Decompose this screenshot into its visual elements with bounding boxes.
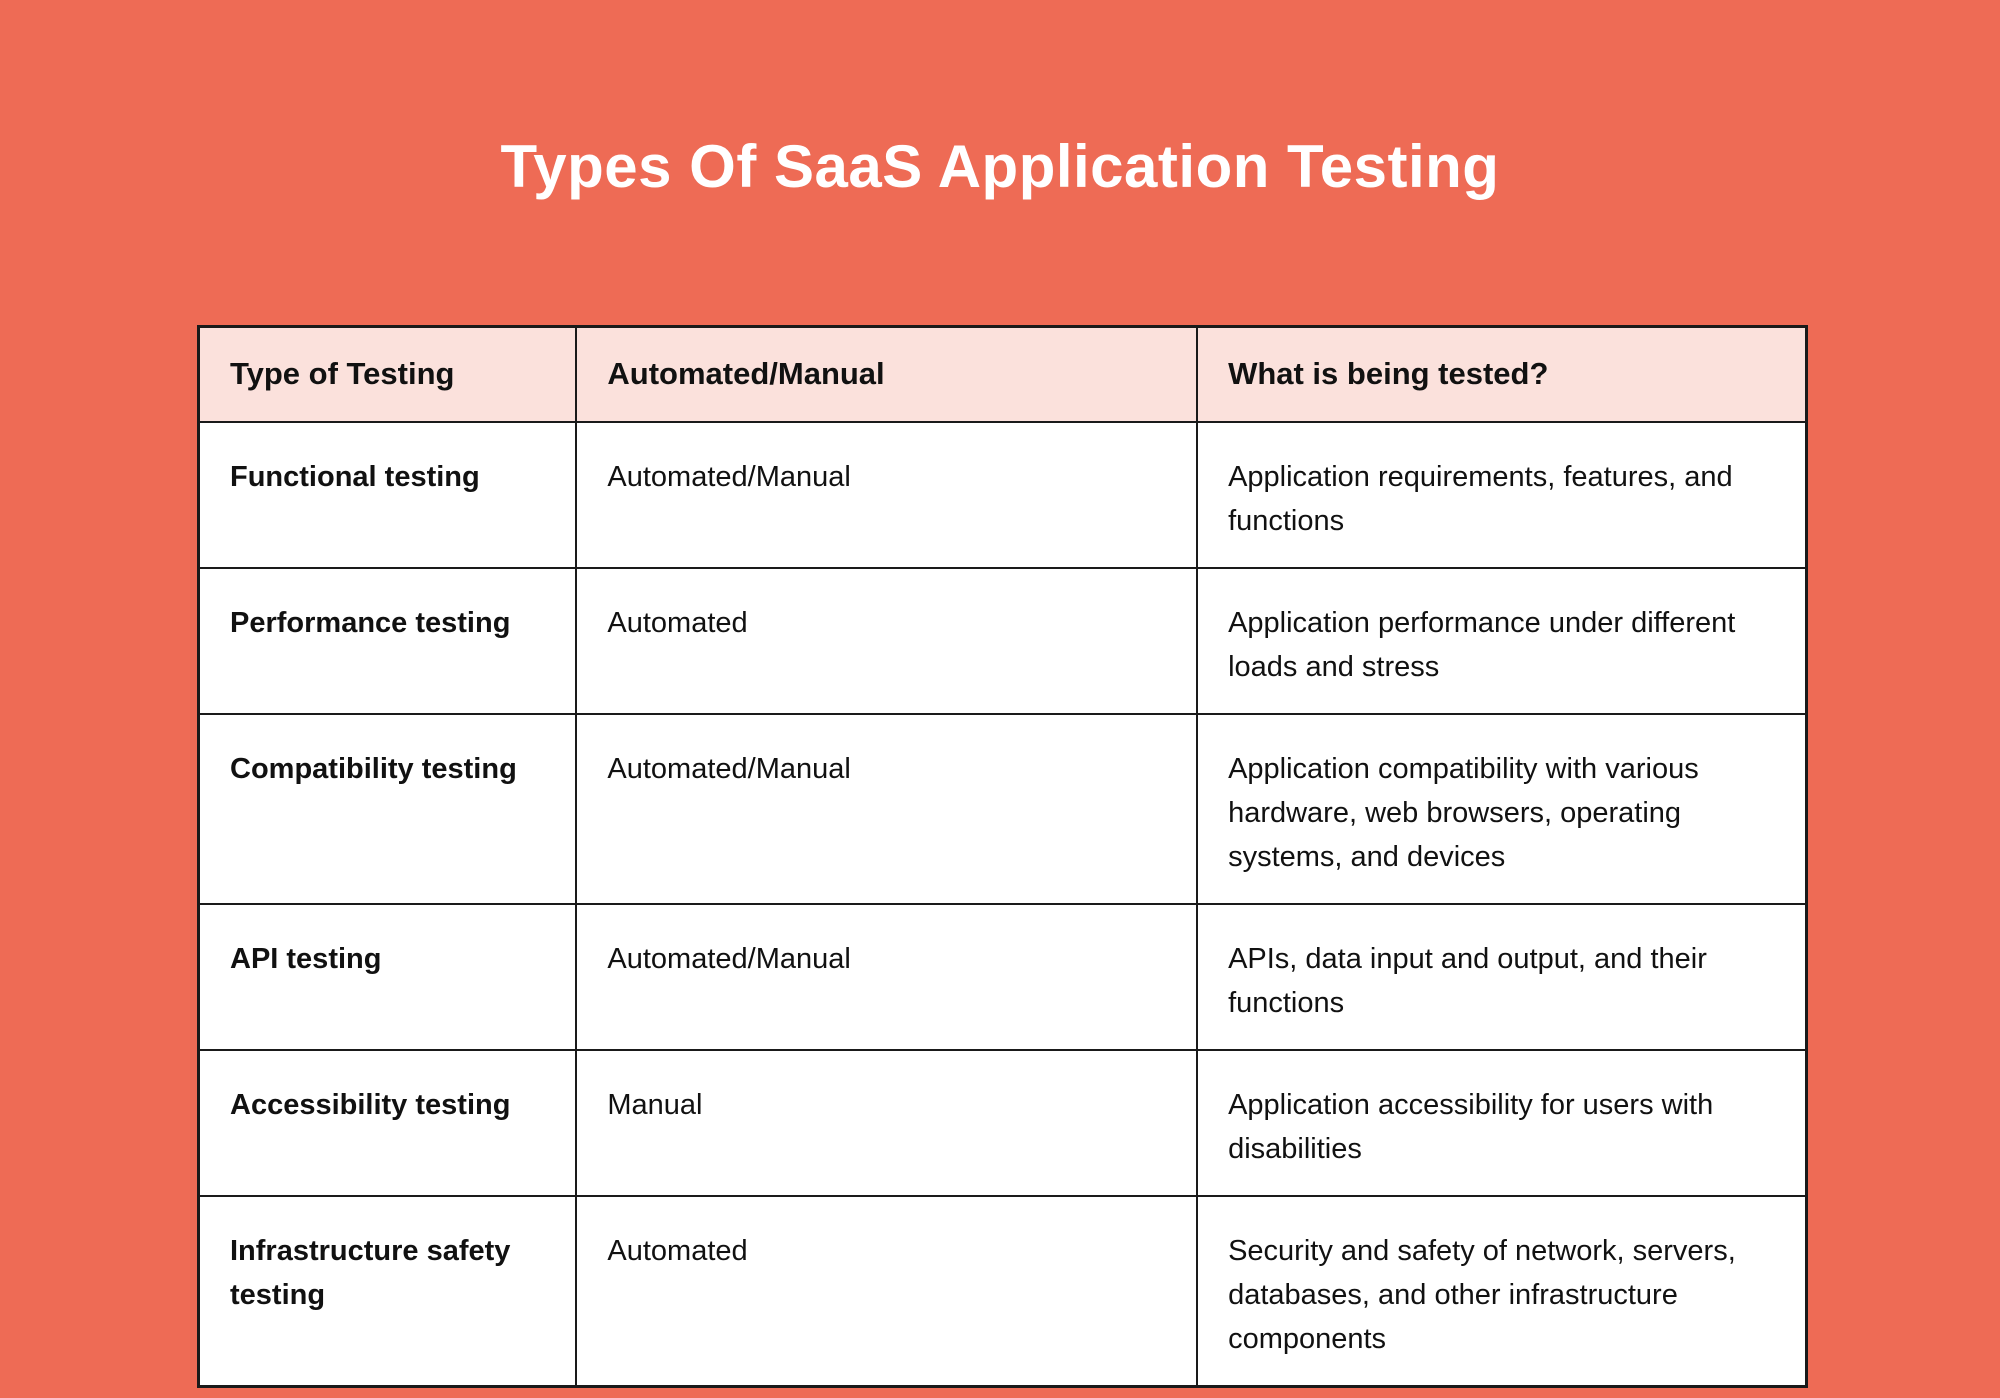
table-row-api-testing [199, 904, 1807, 1050]
cell-type: API testing [199, 904, 577, 1050]
cell-tested: Application performance under different loads and stress [1197, 568, 1806, 714]
table-row-infrastructure-safety-testing [199, 1196, 1807, 1387]
cell-mode: Automated/Manual [576, 422, 1197, 568]
table-row-performance-testing [199, 568, 1807, 714]
column-header-what-is-tested: What is being tested? [1197, 327, 1806, 422]
page-title: Types Of SaaS Application Testing [500, 133, 1500, 200]
cell-mode: Automated/Manual [576, 904, 1197, 1050]
column-header-automated-manual: Automated/Manual [576, 327, 1197, 422]
table-row-functional-testing [199, 422, 1807, 568]
cell-tested: Security and safety of network, servers, databases, and other infrastructure components [1197, 1196, 1806, 1387]
cell-mode: Automated [576, 568, 1197, 714]
table-header-row [199, 327, 1807, 422]
cell-mode: Automated [576, 1196, 1197, 1387]
cell-tested: Application requirements, features, and functions [1197, 422, 1806, 568]
cell-tested: Application compatibility with various hardware, web browsers, operating systems, and devices [1197, 714, 1806, 904]
table-row-compatibility-testing [199, 714, 1807, 904]
cell-type: Compatibility testing [199, 714, 577, 904]
saas-testing-table [197, 325, 1808, 1388]
cell-mode: Manual [576, 1050, 1197, 1196]
cell-type: Accessibility testing [199, 1050, 577, 1196]
cell-tested: Application accessibility for users with disabilities [1197, 1050, 1806, 1196]
table-row-accessibility-testing [199, 1050, 1807, 1196]
cell-type: Infrastructure safety testing [199, 1196, 577, 1387]
cell-tested: APIs, data input and output, and their functions [1197, 904, 1806, 1050]
cell-type: Performance testing [199, 568, 577, 714]
column-header-type-of-testing: Type of Testing [199, 327, 577, 422]
cell-type: Functional testing [199, 422, 577, 568]
cell-mode: Automated/Manual [576, 714, 1197, 904]
